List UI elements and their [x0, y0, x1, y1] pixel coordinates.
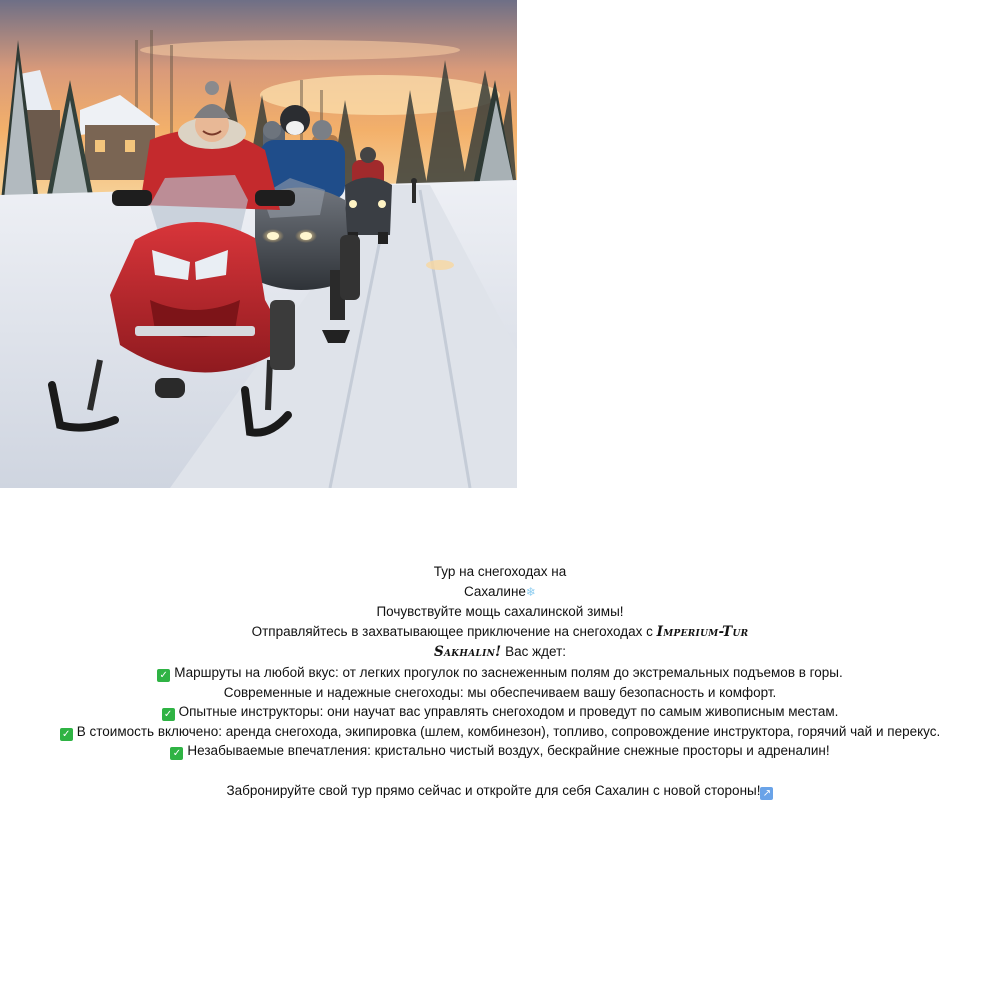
brand-name-part-2: Sakhalin! [433, 644, 502, 661]
cta-text: Забронируйте свой тур прямо сейчас и откройте для себя Сахалин с новой стороны! [226, 782, 761, 798]
post-title-line-2 [0, 582, 1000, 603]
tour-photo [0, 0, 517, 488]
brand-name-part-1: Imperium-Tur [656, 623, 749, 640]
post-title-sakhalin: Сахалине [464, 583, 526, 599]
feature-item [0, 702, 1000, 722]
post-intro-line-2 [0, 642, 1000, 663]
feature-item [0, 722, 1000, 742]
snowflake-icon: ❄ [525, 584, 536, 599]
arrow-icon: ↗ [760, 787, 773, 800]
spacer [0, 761, 1000, 781]
feature-text: Незабываемые впечатления: кристально чистый воздух, бескрайние снежные просторы и адреналин! [187, 743, 830, 759]
check-icon: ✓ [157, 669, 170, 682]
feature-text: В стоимость включено: аренда снегохода, экипировка (шлем, комбинезон), топливо, сопровождение инструктора, горячий чай и перекус. [76, 723, 941, 739]
check-icon: ✓ [170, 747, 183, 760]
check-icon: ✓ [162, 708, 175, 721]
feature-text: Маршруты на любой вкус: от легких прогулок по заснеженным полям до экстремальных подъемов в горы. [174, 664, 843, 680]
check-icon: ✓ [60, 728, 73, 741]
post-headline: Почувствуйте мощь сахалинской зимы! [376, 604, 624, 620]
intro-text: Отправляйтесь в захватывающее приключение на снегоходах с [251, 623, 653, 639]
feature-text: Современные и надежные снегоходы: мы обеспечиваем вашу безопасность и комфорт. [223, 684, 777, 700]
feature-item [0, 741, 1000, 761]
post-cta [0, 781, 1000, 801]
intro-after-brand: Вас ждет: [505, 644, 567, 660]
post-text [0, 562, 1000, 800]
post-intro-line-1 [0, 622, 1000, 643]
feature-text: Опытные инструкторы: они научат вас управлять снегоходом и проведут по самым живописным местам. [178, 704, 839, 720]
feature-item [0, 683, 1000, 703]
feature-item [0, 663, 1000, 683]
post-title-line-1: Тур на снегоходах на [433, 564, 567, 579]
